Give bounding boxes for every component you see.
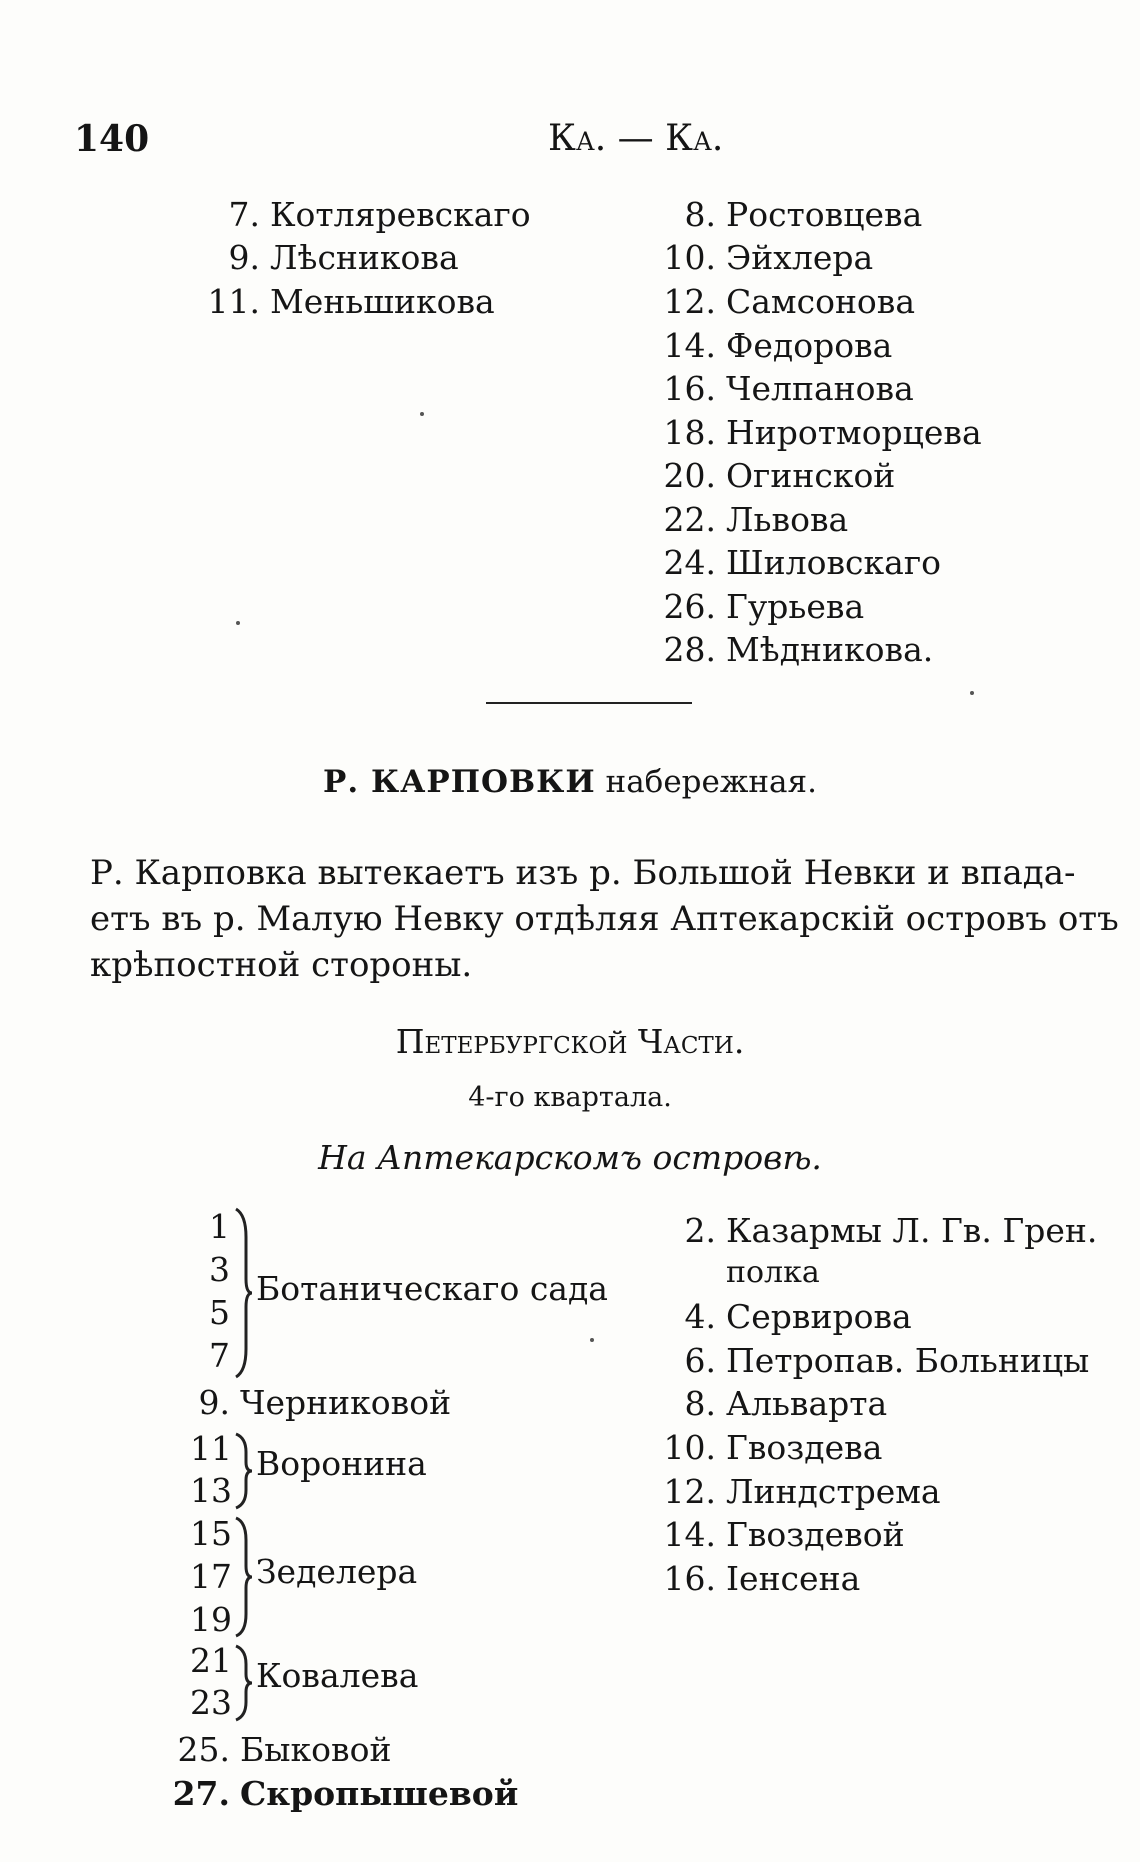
list-item: 8. Ростовцева xyxy=(684,195,923,234)
paragraph-line: етъ въ р. Малую Невку отдѣляя Аптекарскій островъ отъ xyxy=(90,899,1119,939)
brace-icon xyxy=(232,1516,254,1638)
group-name: Ботаническаго сада xyxy=(256,1269,608,1308)
list-item: 26. Гурьева xyxy=(663,587,865,626)
house-numbers: 11 13 xyxy=(190,1429,232,1510)
page-number: 140 xyxy=(74,118,150,160)
print-speck xyxy=(420,412,424,416)
list-item: 11. Меньшикова xyxy=(207,282,495,321)
list-item: 10. Гвоздева xyxy=(663,1428,883,1467)
list-item: полка xyxy=(726,1255,820,1290)
house-numbers: 1 3 5 7 xyxy=(209,1207,230,1375)
list-item: 16. Челпанова xyxy=(663,369,914,408)
list-item: 27. Скропышевой xyxy=(172,1774,519,1813)
list-item: 28. Мѣдникова. xyxy=(663,630,934,669)
brace-icon xyxy=(232,1207,254,1379)
list-item: 25. Быковой xyxy=(177,1730,392,1769)
house-numbers: 15 17 19 xyxy=(190,1514,232,1639)
list-item: 12. Самсонова xyxy=(663,282,916,321)
list-item: 9. Черниковой xyxy=(198,1383,452,1422)
section-heading: Р. КАРПОВКИ набережная. xyxy=(323,764,817,800)
list-item: 20. Огинской xyxy=(663,456,896,495)
running-title: Ка. — Ка. xyxy=(548,118,724,159)
list-item: 6. Петропав. Больницы xyxy=(684,1341,1090,1380)
print-speck xyxy=(590,1338,594,1342)
list-item: 8. Альварта xyxy=(684,1384,888,1423)
list-item: 12. Линдстрема xyxy=(663,1472,941,1511)
group-name: Ковалева xyxy=(256,1656,419,1695)
list-item: 24. Шиловскаго xyxy=(663,543,941,582)
house-numbers: 21 23 xyxy=(190,1641,232,1722)
group-name: Воронина xyxy=(256,1444,427,1483)
list-item: 18. Ниротморцева xyxy=(663,413,982,452)
list-item: 2. Казармы Л. Гв. Грен. xyxy=(684,1211,1098,1250)
paragraph-line: Р. Карповка вытекаетъ изъ р. Большой Невки и впада- xyxy=(90,853,1076,893)
paragraph-line: крѣпостной стороны. xyxy=(90,945,473,985)
list-item: 14. Гвоздевой xyxy=(663,1515,905,1554)
list-item: 4. Сервирова xyxy=(684,1297,912,1336)
quarter-subtitle: 4-го квартала. xyxy=(468,1082,672,1113)
list-item: 14. Федорова xyxy=(663,326,893,365)
print-speck xyxy=(970,691,974,695)
group-name: Зеделера xyxy=(256,1552,418,1591)
list-item: 16. Іенсена xyxy=(663,1559,861,1598)
list-item: 10. Эйхлера xyxy=(663,238,874,277)
brace-icon xyxy=(232,1644,254,1722)
brace-icon xyxy=(232,1432,254,1510)
district-title: Петербургской Части. xyxy=(395,1022,745,1061)
island-subtitle: На Аптекарскомъ островѣ. xyxy=(318,1138,822,1177)
list-item: 7. Котляревскаго xyxy=(228,195,531,234)
section-divider xyxy=(486,702,692,704)
list-item: 9. Лѣсникова xyxy=(228,238,459,277)
print-speck xyxy=(236,621,240,625)
description-paragraph xyxy=(90,850,1120,988)
list-item: 22. Львова xyxy=(663,500,849,539)
